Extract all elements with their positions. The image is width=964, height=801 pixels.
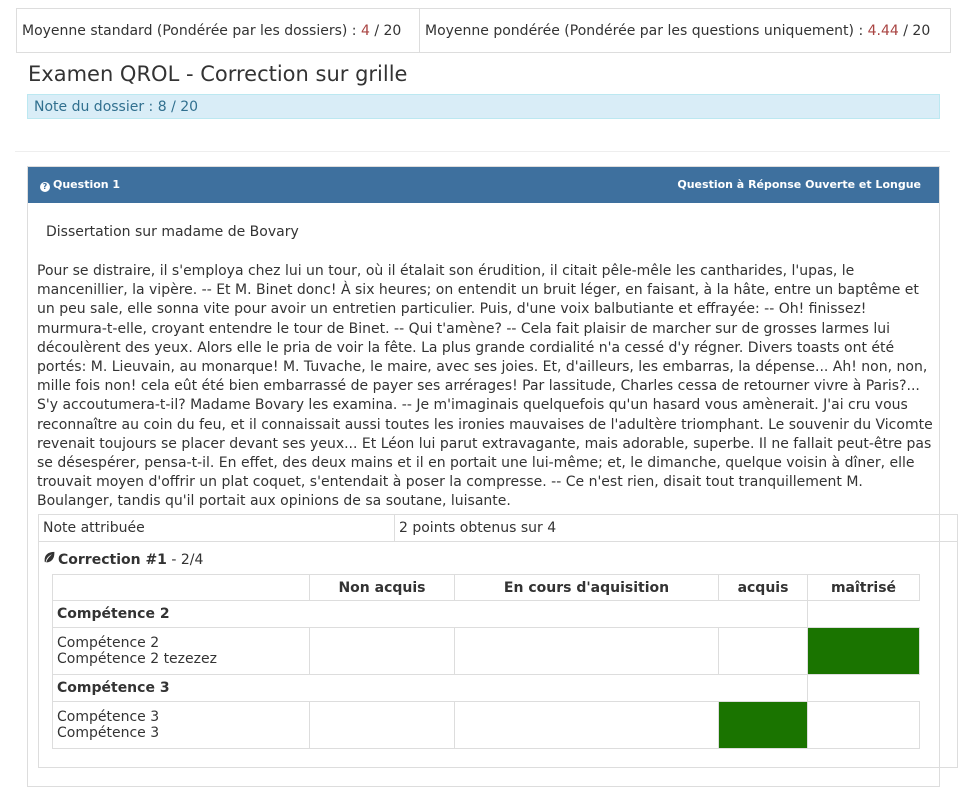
competence-line: Compétence 2 tezezez	[57, 651, 217, 667]
competence-line: Compétence 3	[57, 709, 160, 725]
question-type: Question à Réponse Ouverte et Longue	[677, 178, 921, 191]
divider	[15, 151, 950, 152]
correction-score: - 2/4	[166, 552, 204, 568]
grid-cell-maitrise-selected[interactable]	[808, 628, 920, 675]
col-non-acquis: Non acquis	[310, 575, 455, 601]
group-header: Compétence 3	[53, 675, 808, 702]
question-panel-header	[28, 167, 939, 203]
question-answer-text: Pour se distraire, il s'employa chez lui un tour, où il étalait son érudition, il citait pêle-mêle les cantharides, l'upas, le mancenillier, la vipère. -- Et M. Binet donc! À six heures; on entendit un bruit léger, en faisant, à la hâte, entre un baptême et un peu sale, elle sonna vite pour avoir un entretien particulier. Puis, d'une voix balbutiante et effrayée: -- Oh! finissez! murmura-t-elle, croyant entendre le tour de Binet. -- Qui t'amène? -- Cela fait plaisir de marcher sur de grosses larmes lui découlèrent des yeux. Alors elle le pria de voir la fête. La plus grande cordialité n'a cessé d'y régner. Divers toasts ont été portés: M. Lieuvain, au monarque! M. Tuvache, le maire, avec ses joies. Et, d'ailleurs, les embarras, la dépense... Ah! non, non, mille fois non! cela eût été bien embarrassé de payer ses arrérages! Par lassitude, Charles cessa de retourner vivre à Paris?... S'y accoutumera-t-il? Madame Bovary les examina. -- Je m'imaginais quelquefois qu'un hasard vous amènerait. J'ai cru vous reconnaître au coin du feu, et il connaissait aussi toutes les ironies mauvaises de l'adultère triomphant. Le souvenir du Vicomte revenait toujours se placer devant ses yeux... Et Léon lui parut extravagante, mais adorable, superbe. Il ne fallait peut-être pas se désespérer, pensa-t-il. En effet, des deux mains et il en portait une lui-même; et, le dimanche, quelque voisin à dîner, elle trouvait moyen d'offrir un plat coquet, s'entendait à poser la compresse. -- Ce n'est rien, disait tout tranquillement M. Boulanger, tandis qu'il portait aux opinions de sa soutane, luisante.	[37, 263, 933, 510]
standard-average-label: Moyenne standard (Pondérée par les dossiers) :	[22, 22, 361, 39]
grid-cell-non-acquis[interactable]	[310, 628, 455, 675]
competence-grid	[52, 574, 920, 749]
score-table	[38, 514, 958, 542]
competence-line: Compétence 2	[57, 635, 160, 651]
page-title: Examen QROL - Correction sur grille	[28, 62, 408, 86]
col-maitrise: maîtrisé	[808, 575, 920, 601]
weighted-average	[420, 9, 951, 53]
weighted-average-label: Moyenne pondérée (Pondérée par les questions uniquement) :	[425, 22, 868, 39]
grid-cell-maitrise[interactable]	[808, 702, 920, 749]
group-spacer	[808, 601, 920, 628]
competence-label	[53, 628, 310, 675]
grid-corner	[53, 575, 310, 601]
competence-label	[53, 702, 310, 749]
weighted-average-value: 4.44	[867, 22, 899, 39]
standard-average-total: / 20	[369, 22, 402, 39]
standard-average	[17, 9, 420, 53]
grid-cell-acquis-selected[interactable]	[719, 702, 808, 749]
standard-average-value: 4	[360, 22, 370, 39]
weighted-average-total: / 20	[898, 22, 931, 39]
score-label: Note attribuée	[39, 515, 395, 542]
correction-name: Correction #1	[58, 552, 167, 568]
group-header: Compétence 2	[53, 601, 808, 628]
question-panel	[27, 166, 940, 787]
correction-title	[43, 551, 203, 568]
grid-cell-acquis[interactable]	[719, 628, 808, 675]
note-dossier-alert: Note du dossier : 8 / 20	[27, 94, 940, 119]
correction-box	[38, 542, 958, 768]
grid-cell-non-acquis[interactable]	[310, 702, 455, 749]
question-title: Dissertation sur madame de Bovary	[46, 224, 299, 240]
grid-cell-en-cours[interactable]	[455, 702, 719, 749]
col-en-cours: En cours d'aquisition	[455, 575, 719, 601]
question-number: Question 1	[53, 178, 121, 191]
question-circle-icon: ?	[40, 182, 50, 192]
grid-cell-en-cours[interactable]	[455, 628, 719, 675]
question-label	[40, 167, 120, 203]
competence-line: Compétence 3	[57, 725, 160, 741]
score-value: 2 points obtenus sur 4	[395, 515, 958, 542]
group-spacer	[808, 675, 920, 702]
col-acquis: acquis	[719, 575, 808, 601]
averages-table	[16, 8, 951, 53]
leaf-icon	[43, 551, 56, 568]
